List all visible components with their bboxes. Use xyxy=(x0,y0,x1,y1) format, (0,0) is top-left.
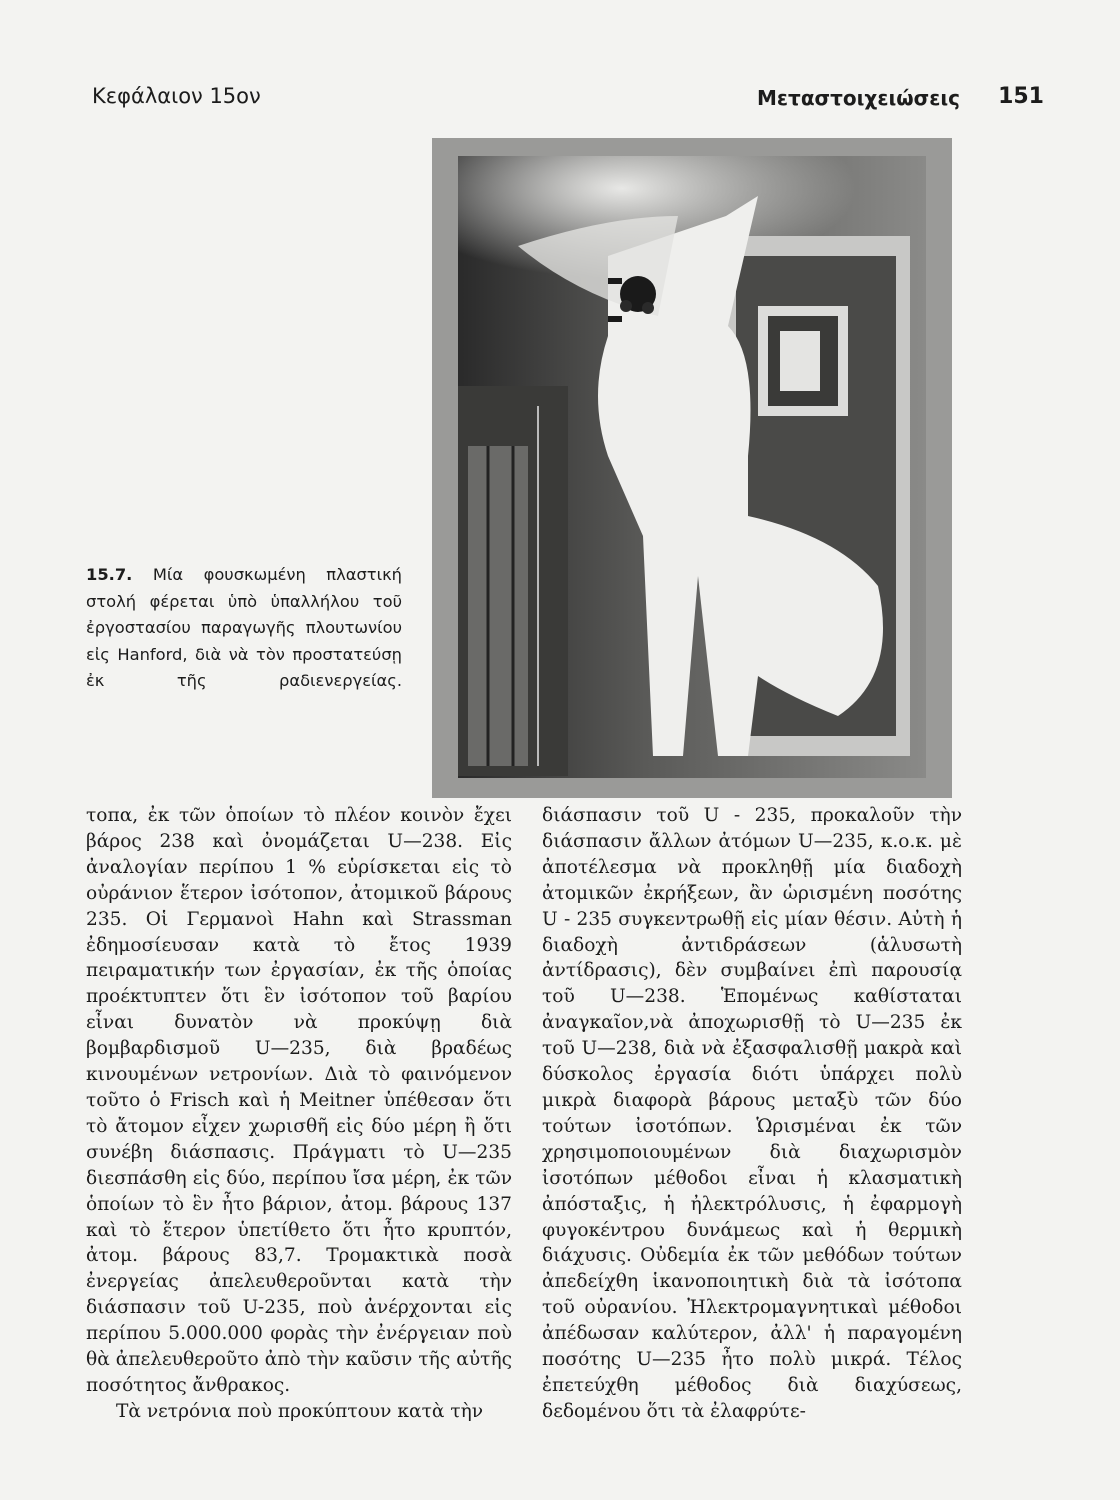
plastic-suit-photo xyxy=(458,156,926,778)
figure-number: 15.7. xyxy=(86,565,133,584)
left-paragraph-2: Τὰ νετρόνια ποὺ προκύπτουν κατὰ τὴν xyxy=(116,1400,484,1422)
figure-photo-frame xyxy=(432,138,952,798)
left-column xyxy=(86,803,512,1425)
section-title: Μεταστοιχειώσεις xyxy=(757,86,960,110)
figure-caption xyxy=(86,562,402,695)
figure-caption-text: Μία φουσκωμένη πλαστική στολή φέρεται ὑπὸ ὑπαλλήλου τοῦ ἐργοστασίου παραγωγῆς πλουτωνίου εἰς Hanford, διὰ νὰ τὸν προστατεύσῃ ἐκ τῆς ραδιενεργείας. xyxy=(86,565,402,690)
page-header xyxy=(92,84,1044,124)
figure-photo xyxy=(458,156,926,778)
left-paragraph-1: τοπα, ἐκ τῶν ὁποίων τὸ πλέον κοινὸν ἔχει βάρος 238 καὶ ὀνομάζεται U—238. Εἰς ἀναλογίαν περίπου 1 % εὑρίσκεται εἰς τὸ οὐράνιον ἕτερον ἰσότοπον, ἀτομικοῦ βάρους 235. Οἱ Γερμανοὶ Hahn καὶ Strassman ἐδημοσίευσαν κατὰ τὸ ἔτος 1939 πειραματικήν των ἐργασίαν, ἐκ τῆς ὁποίας προέκτυπτεν ὅτι ἓν ἰσότοπον τοῦ βαρίου εἶναι δυνατὸν νὰ προκύψῃ διὰ βομβαρδισμοῦ U—235, διὰ βραδέως κινουμένων νετρονίων. Διὰ τὸ φαινόμενον τοῦτο ὁ Frisch καὶ ἡ Meitner ὑπέθεσαν ὅτι τὸ ἄτομον εἶχεν χωρισθῆ εἰς δύο μέρη ἢ ὅτι συνέβη διάσπασις. Πράγματι τὸ U—235 διεσπάσθη εἰς δύο, περίπου ἴσα μέρη, ἐκ τῶν ὁποίων τὸ ἓν ἦτο βάριον, ἀτομ. βάρους 137 καὶ τὸ ἕτερον ὑπετίθετο ὅτι ἦτο κρυπτόν, ἀτομ. βάρους 83,7. Τρομακτικὰ ποσὰ ἐνεργείας ἀπελευθεροῦνται κατὰ τὴν διάσπασιν τοῦ U-235, ποὺ ἀνέρχονται εἰς περίπου 5.000.000 φορὰς τὴν ἐνέργειαν ποὺ θὰ ἀπελευθεροῦτο ἀπὸ τὴν καῦσιν τῆς αὐτῆς ποσότητος ἄνθρακος. xyxy=(86,805,512,1396)
page-number: 151 xyxy=(998,84,1044,109)
right-paragraph-1: διάσπασιν τοῦ U - 235, προκαλοῦν τὴν διάσπασιν ἄλλων ἀτόμων U—235, κ.ο.κ. μὲ ἀποτέλεσμα νὰ προκληθῇ μία διαδοχὴ ἀτομικῶν ἐκρήξεων, ἂν ὡρισμένη ποσότης U - 235 συγκεντρωθῇ εἰς μίαν θέσιν. Αὐτὴ ἡ διαδοχὴ ἀντιδράσεων (ἁλυσωτὴ ἀντίδρασις), δὲν συμβαίνει ἐπὶ παρουσίᾳ τοῦ U—238. Ἑπομένως καθίσταται ἀναγκαῖον,νὰ ἀποχωρισθῇ τὸ U—235 ἐκ τοῦ U—238, διὰ νὰ ἐξασφαλισθῇ μακρὰ καὶ δύσκολος ἐργασία διότι ὑπάρχει πολὺ μικρὰ διαφορὰ βάρους μεταξὺ τῶν δύο τούτων ἰσοτόπων. Ὡρισμέναι ἐκ τῶν χρησιμοποιουμένων διὰ διαχωρισμὸν ἰσοτόπων μέθοδοι εἶναι ἡ κλασματικὴ ἀπόσταξις, ἡ ἠλεκτρόλυσις, ἡ ἐφαρμογὴ φυγοκέντρου δυνάμεως καὶ ἡ θερμικὴ διάχυσις. Οὐδεμία ἐκ τῶν μεθόδων τούτων ἀπεδείχθη ἱκανοποιητικὴ διὰ τὰ ἰσότοπα τοῦ οὐρανίου. Ἠλεκτρομαγνητικαὶ μέθοδοι ἀπέδωσαν καλύτερον, ἀλλ' ἡ παραγομένη ποσότης U—235 ἦτο πολὺ μικρά. Τέλος ἐπετεύχθη μέθοδος διὰ διαχύσεως, δεδομένου ὅτι τὰ ἐλαφρύτε- xyxy=(542,805,962,1422)
chapter-title: Κεφάλαιον 15ον xyxy=(92,84,261,108)
right-column xyxy=(542,803,962,1425)
